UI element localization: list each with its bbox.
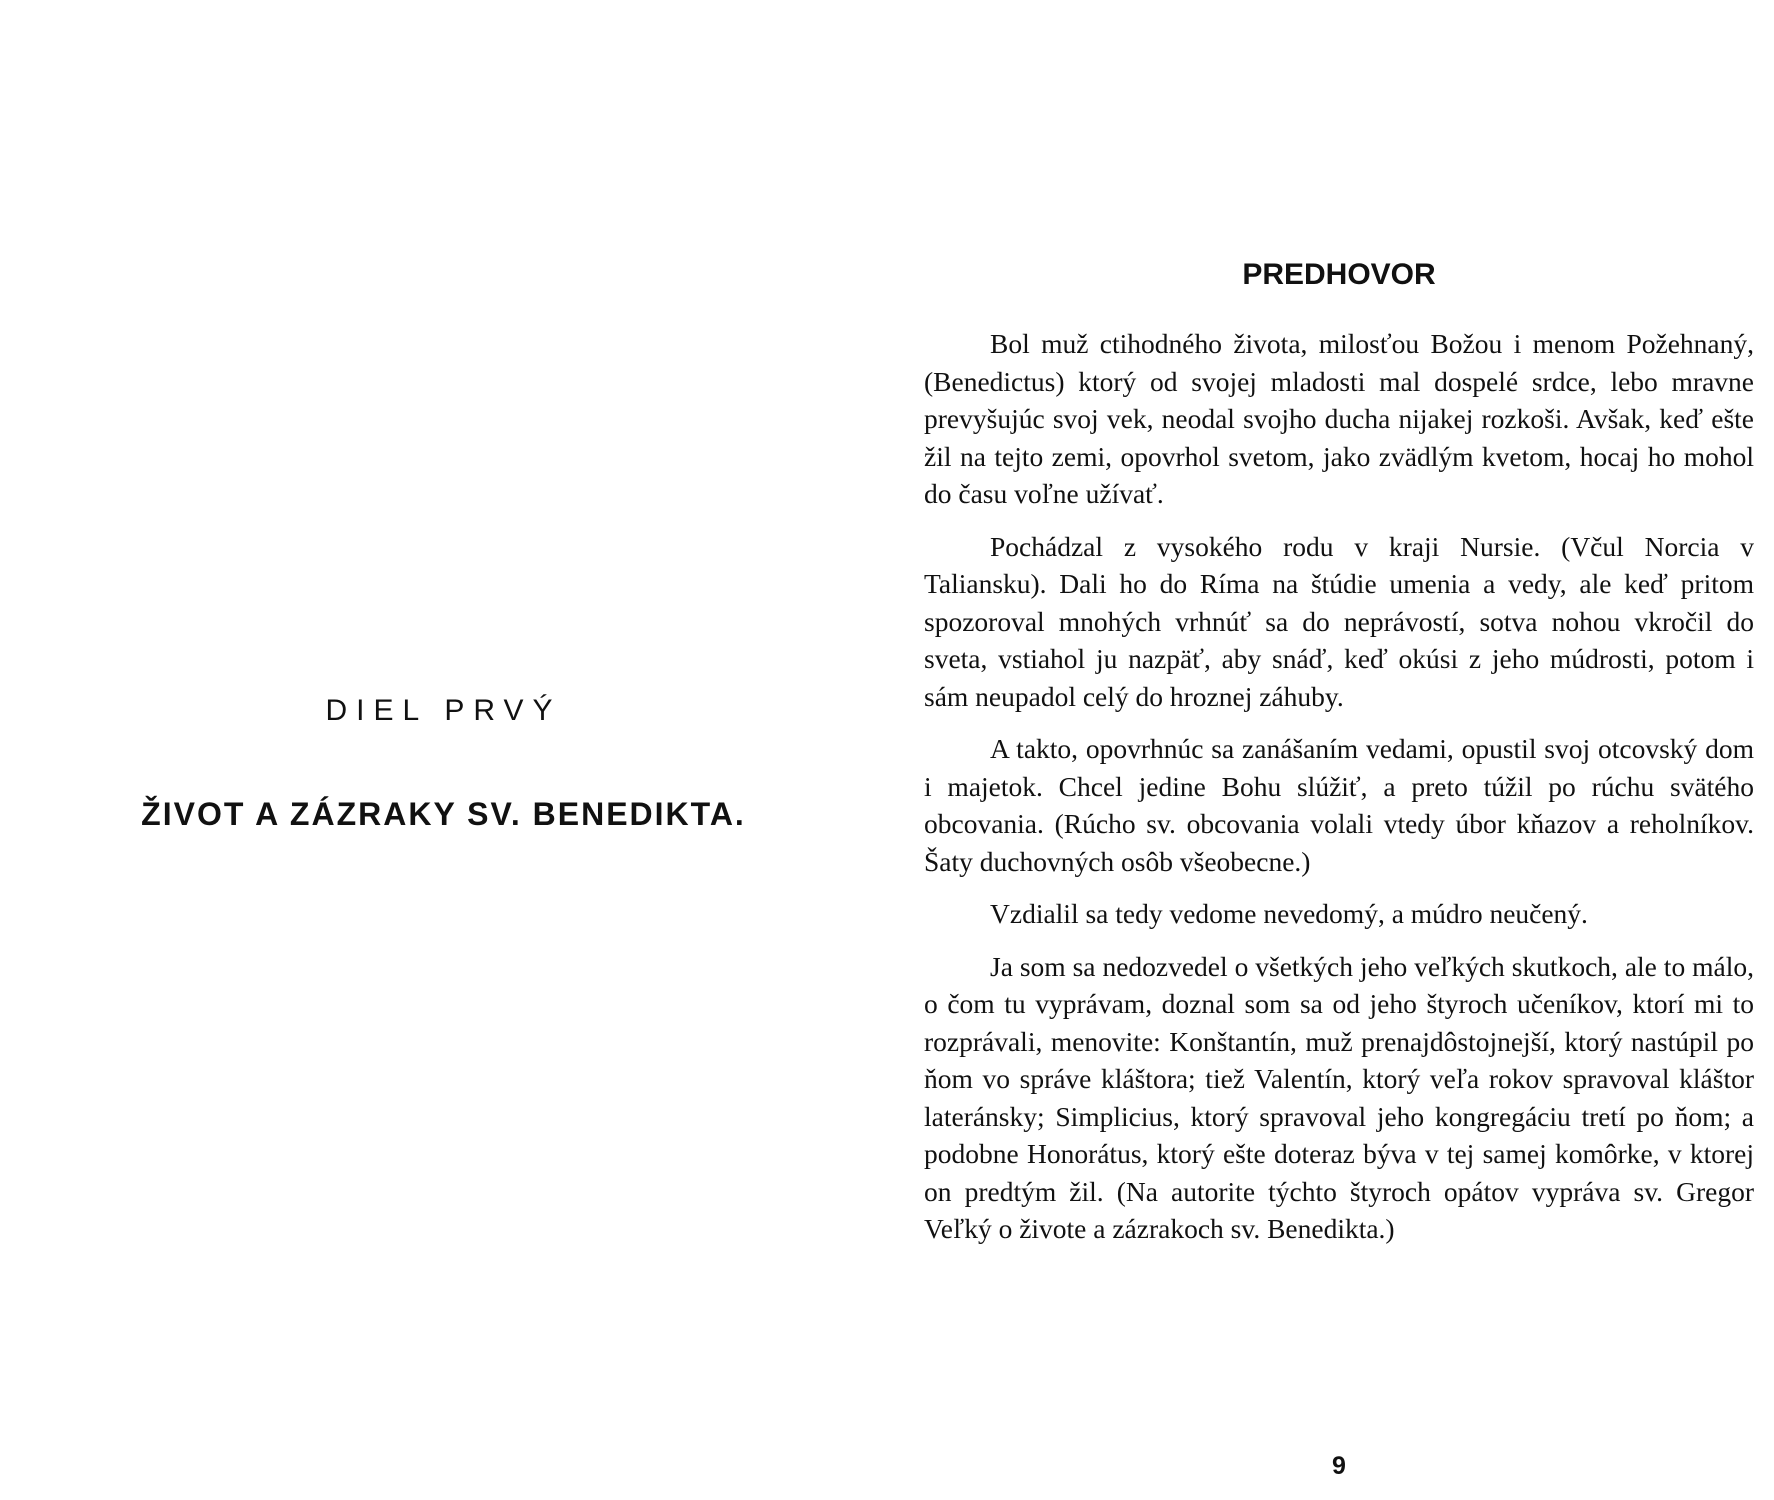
paragraph: Vzdialil sa tedy vedome nevedomý, a múdro neučený. bbox=[990, 898, 1588, 929]
paragraph: A takto, opovrhnúc sa zanášaním vedami, opustil svoj otcovský dom i majetok. Chcel jedine Bohu slúžiť, a preto túžil po rúchu svätého obcovania. (Rúcho sv. obcovania volali vtedy úbor kňazov a reholníkov. Šaty duchovných osôb všeobecne.) bbox=[924, 733, 1754, 877]
body-text bbox=[924, 325, 1754, 1263]
part-title: ŽIVOT A ZÁZRAKY SV. BENEDIKTA. bbox=[141, 796, 746, 832]
right-page bbox=[924, 0, 1754, 1500]
chapter-heading: PREDHOVOR bbox=[1242, 258, 1436, 291]
paragraph: Pochádzal z vysokého rodu v kraji Nursie. (Včul Norcia v Taliansku). Dali ho do Ríma na štúdie umenia a vedy, ale keď pritom spozoroval mnohých vrhnúť sa do neprávostí, sotva nohou vkročil do sveta, vstiahol ju nazpäť, aby snáď, keď okúsi z jeho múdrosti, potom i sám neupadol celý do hroznej záhuby. bbox=[924, 530, 1754, 712]
part-label: DIEL PRVÝ bbox=[325, 694, 562, 727]
page-number: 9 bbox=[1332, 1452, 1346, 1480]
paragraph: Bol muž ctihodného života, milosťou Božou i menom Požehnaný, (Benedictus) ktorý od svojej mladosti mal dospelé srdce, lebo mravne prevyšujúc svoj vek, neodal svojho ducha nijakej rozkoši. Avšak, keď ešte žil na tejto zemi, opovrhol svetom, jako zvädlým kvetom, hocaj ho mohol do času voľne užívať. bbox=[924, 328, 1754, 509]
paragraph: Ja som sa nedozvedel o všetkých jeho veľkých skutkoch, ale to málo, o čom tu vyprávam, doznal som sa od jeho štyroch učeníkov, ktorí mi to rozprávali, menovite: Konštantín, muž prenajdôstojnejší, ktorý nastúpil po ňom vo správe kláštora; tiež Valentín, ktorý veľa rokov spravoval kláštor lateránsky; Simplicius, ktorý spravoval jeho kongregáciu tretí po ňom; a podobne Honorátus, ktorý ešte doteraz býva v tej samej komôrke, v ktorej on predtým žil. (Na autorite týchto štyroch opátov vypráva sv. Gregor Veľký o živote a zázrakoch sv. Benedikta.) bbox=[924, 950, 1754, 1244]
